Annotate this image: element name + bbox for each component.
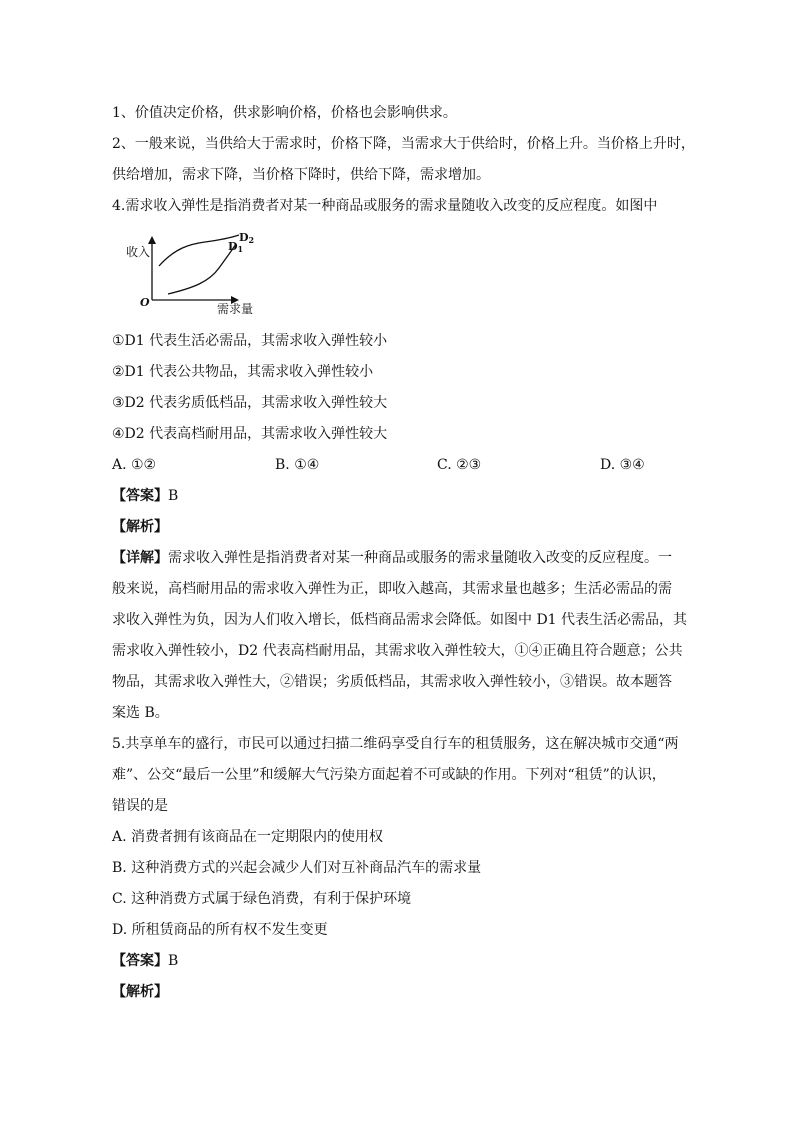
d2-label: D2 xyxy=(239,231,255,245)
x-axis-label: 需求量 xyxy=(217,302,254,316)
q4-analysis-tag: 【解析】 xyxy=(112,519,168,535)
q4-detail-line-3: 求收入弹性为负，因为人们收入增长，低档商品需求会降低。如图中 D1 代表生活必需品，其 xyxy=(112,612,688,628)
d1-label: D1 xyxy=(228,240,244,254)
q4-answer xyxy=(112,486,178,506)
q5-stem-line-2: 难”、公交“最后一公里”和缓解大气污染方面起着不可或缺的作用。下列对“租赁”的认识， xyxy=(112,767,666,783)
q5-option-b: B. 这种消费方式的兴起会减少人们对互补商品汽车的需求量 xyxy=(112,860,482,876)
q5-stem-line-3: 错误的是 xyxy=(112,798,168,814)
q4-statement-4: ④D2 代表高档耐用品，其需求收入弹性较大 xyxy=(112,426,388,442)
answer-value: B xyxy=(168,488,179,504)
q4-detail-line-1 xyxy=(112,548,672,568)
q4-detail-line-4: 需求收入弹性较小，D2 代表高档耐用品，其需求收入弹性较大，①④正确且符合题意；公共 xyxy=(112,643,683,659)
d2-curve xyxy=(159,235,239,266)
q5-option-d: D. 所租赁商品的所有权不发生变更 xyxy=(112,922,328,938)
q4-detail-line-6: 案选 B。 xyxy=(112,705,169,721)
q4-option-a: A. ①② xyxy=(112,457,157,473)
detail-text: 需求收入弹性是指消费者对某一种商品或服务的需求量随收入改变的反应程度。一 xyxy=(168,550,672,566)
q4-option-d: D. ③④ xyxy=(600,457,645,473)
intro-point-2-line-2: 供给增加，需求下降，当价格下降时，供给下降，需求增加。 xyxy=(112,167,490,183)
q5-analysis-tag: 【解析】 xyxy=(112,984,168,1000)
y-axis-label: 收入 xyxy=(125,245,150,259)
q5-answer xyxy=(112,951,178,971)
q4-statement-3: ③D2 代表劣质低档品，其需求收入弹性较大 xyxy=(112,395,388,411)
d1-curve xyxy=(168,244,236,294)
q4-statement-2: ②D1 代表公共物品，其需求收入弹性较小 xyxy=(112,364,374,380)
answer-value: B xyxy=(168,953,179,969)
q5-stem-line-1: 5.共享单车的盛行，市民可以通过扫描二维码享受自行车的租赁服务，这在解决城市交通“两 xyxy=(112,736,679,752)
q4-stem: 4.需求收入弹性是指消费者对某一种商品或服务的需求量随收入改变的反应程度。如图中 xyxy=(112,198,658,214)
intro-point-2-line-1: 2、一般来说，当供给大于需求时，价格下降，当需求大于供给时，价格上升。当价格上升时， xyxy=(112,136,695,152)
q4-detail-line-2: 般来说，高档耐用品的需求收入弹性为正，即收入越高，其需求量也越多；生活必需品的需 xyxy=(112,581,672,597)
q5-option-a: A. 消费者拥有该商品在一定期限内的使用权 xyxy=(112,829,384,845)
answer-tag: 【答案】 xyxy=(112,488,168,504)
origin-label: O xyxy=(140,296,150,309)
demand-income-graph xyxy=(125,224,270,316)
q4-statement-1: ①D1 代表生活必需品，其需求收入弹性较小 xyxy=(112,333,388,349)
detail-tag: 【详解】 xyxy=(112,550,168,566)
q5-option-c: C. 这种消费方式属于绿色消费，有利于保护环境 xyxy=(112,891,412,907)
q4-detail-line-5: 物品，其需求收入弹性大，②错误；劣质低档品，其需求收入弹性较小，③错误。故本题答 xyxy=(112,674,672,690)
intro-point-1: 1、价值决定价格，供求影响价格，价格也会影响供求。 xyxy=(112,105,457,121)
q4-option-c: C. ②③ xyxy=(437,457,482,473)
q4-option-b: B. ①④ xyxy=(275,457,320,473)
answer-tag: 【答案】 xyxy=(112,953,168,969)
